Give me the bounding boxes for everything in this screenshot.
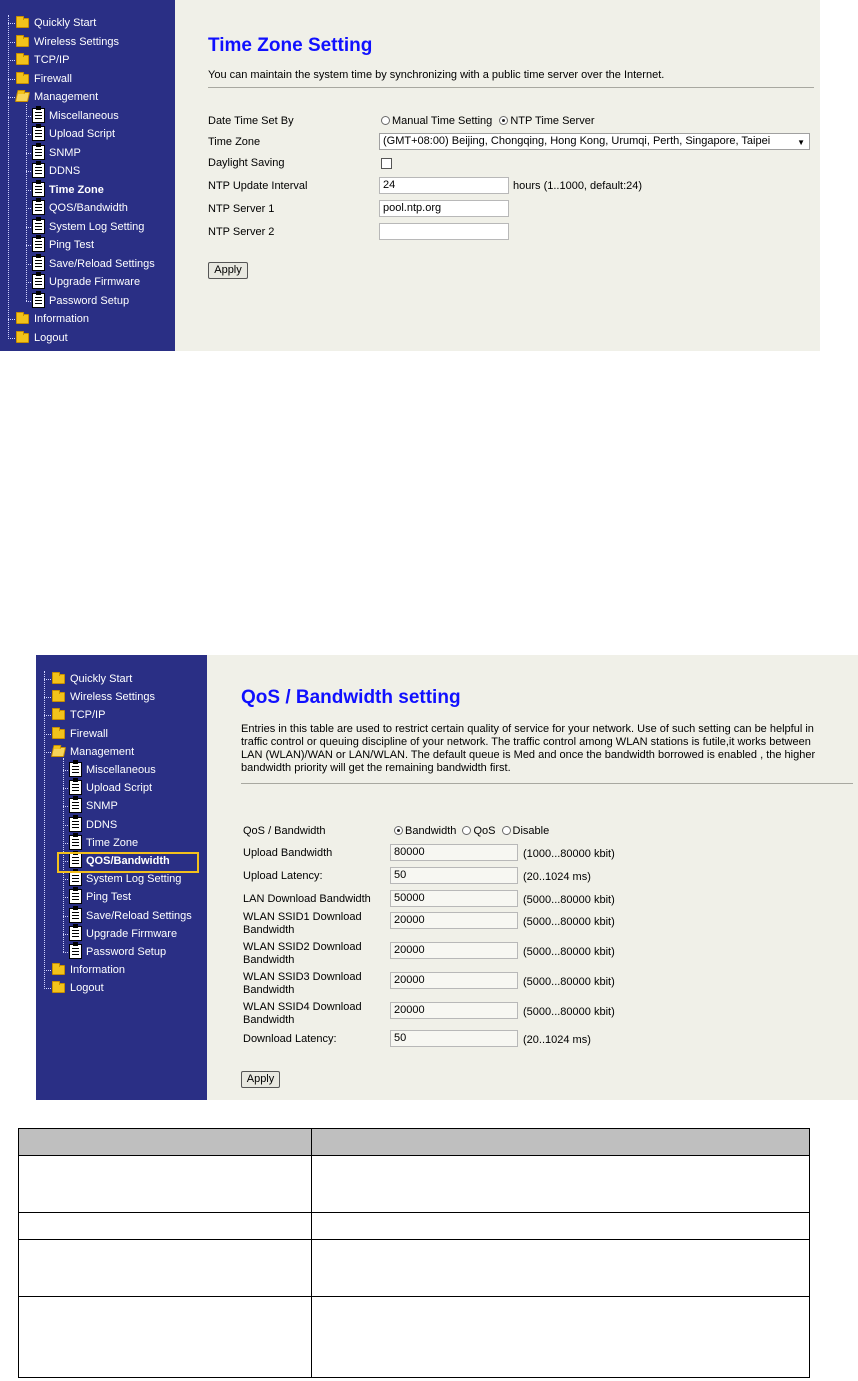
- sidebar-item-label: Save/Reload Settings: [49, 257, 155, 270]
- sidebar-item-label: Time Zone: [86, 836, 139, 849]
- folder-icon: [16, 18, 29, 28]
- page-icon: [69, 944, 82, 959]
- qos-field-hint: (5000...80000 kbit): [523, 976, 615, 988]
- sidebar-item-label: Information: [34, 313, 90, 325]
- page-icon: [32, 274, 45, 289]
- mode-radio-group: [381, 115, 595, 128]
- sidebar-tree: [36, 655, 207, 1100]
- apply-button[interactable]: Apply: [208, 262, 248, 279]
- sidebar-item-label: Information: [70, 964, 126, 977]
- sidebar-item-label: Password Setup: [49, 294, 130, 307]
- qos-field-input[interactable]: 50: [390, 1030, 518, 1047]
- qos-field-input[interactable]: 50: [390, 867, 518, 884]
- sidebar-item-label: Upload Script: [49, 128, 116, 140]
- page-title: QoS / Bandwidth setting: [241, 687, 461, 708]
- time-zone-label: Time Zone: [208, 136, 261, 148]
- sidebar-item-label: System Log Setting: [49, 220, 145, 233]
- sidebar-item-label: Firewall: [34, 72, 72, 85]
- page-icon: [32, 219, 45, 234]
- sidebar-item-label: SNMP: [49, 146, 81, 159]
- page-icon: [32, 145, 45, 160]
- sidebar-item-label: QOS/Bandwidth: [86, 855, 170, 867]
- page-icon: [32, 293, 45, 308]
- chevron-down-icon: ▼: [797, 138, 805, 147]
- sidebar-item-upload-script[interactable]: [32, 125, 115, 143]
- qos-field-input[interactable]: 50000: [390, 890, 518, 907]
- sidebar-item-ping-test[interactable]: [69, 888, 131, 906]
- sidebar-item-label: Save/Reload Settings: [86, 909, 192, 922]
- qos-field-input[interactable]: 20000: [390, 912, 518, 929]
- sidebar-item-upload-script[interactable]: [69, 779, 152, 797]
- page-icon: [32, 237, 45, 252]
- folder-icon: [51, 747, 66, 757]
- sidebar-item-password-setup[interactable]: [32, 292, 129, 310]
- sidebar-item-miscellaneous[interactable]: [32, 107, 119, 125]
- page-icon: [69, 871, 82, 886]
- qos-field-label: Upload Bandwidth: [243, 847, 333, 859]
- sidebar-item-system-log-setting[interactable]: [32, 218, 144, 236]
- sidebar-item-label: Password Setup: [86, 946, 167, 958]
- set-by-label: Date Time Set By: [208, 115, 294, 127]
- sidebar-item-upgrade-firmware[interactable]: [69, 925, 177, 943]
- sidebar-item-label: Firewall: [70, 727, 108, 740]
- page-icon: [32, 108, 45, 123]
- sidebar-item-label: TCP/IP: [70, 709, 106, 722]
- folder-icon: [16, 74, 29, 84]
- page-icon: [32, 126, 45, 141]
- qos-field-label: Download Latency:: [243, 1033, 337, 1045]
- qos-field-label: LAN Download Bandwidth: [243, 893, 371, 905]
- page-icon: [32, 163, 45, 178]
- divider: [241, 783, 853, 784]
- sidebar-item-quickly-start[interactable]: [52, 670, 132, 688]
- sidebar-item-label: Management: [70, 745, 135, 758]
- qos-field-input[interactable]: 20000: [390, 972, 518, 989]
- sidebar-item-firewall[interactable]: [16, 70, 72, 88]
- qos-field-label: WLAN SSID4 Download Bandwidth: [243, 1001, 362, 1026]
- timezone-screenshot: [0, 0, 820, 351]
- ntp-interval-input[interactable]: 24: [379, 177, 509, 194]
- table-row: [19, 1213, 810, 1240]
- sidebar-item-label: DDNS: [49, 165, 81, 177]
- table-row: [19, 1156, 810, 1213]
- sidebar-item-label: DDNS: [86, 818, 118, 831]
- folder-icon: [16, 314, 29, 324]
- sidebar-item-label: Miscellaneous: [86, 764, 156, 776]
- sidebar-item-label: Quickly Start: [34, 17, 97, 29]
- qos-field-label: WLAN SSID1 Download Bandwidth: [243, 911, 362, 936]
- sidebar-item-logout[interactable]: [52, 979, 104, 997]
- sidebar-item-password-setup[interactable]: [69, 943, 166, 961]
- sidebar-item-label: Time Zone: [49, 183, 104, 196]
- qos-radio[interactable]: QoS: [462, 825, 495, 837]
- page-icon: [69, 762, 82, 777]
- sidebar-item-snmp[interactable]: [69, 797, 118, 815]
- page-description: You can maintain the system time by synchronizing with a public time server over the Internet.: [208, 69, 665, 81]
- table-row: [19, 1297, 810, 1378]
- sidebar: [0, 0, 175, 351]
- sidebar-item-ddns[interactable]: [69, 816, 117, 834]
- sidebar-item-label: Upload Script: [86, 782, 153, 795]
- sidebar-item-save-reload-settings[interactable]: [69, 907, 192, 925]
- apply-button[interactable]: Apply: [241, 1071, 280, 1088]
- table-row: [19, 1240, 810, 1297]
- ntp-server1-label: NTP Server 1: [208, 203, 275, 215]
- selected-item-highlight: [57, 852, 199, 873]
- sidebar-item-management[interactable]: [52, 743, 134, 761]
- table-header-cell: [19, 1129, 312, 1156]
- sidebar-item-save-reload-settings[interactable]: [32, 255, 155, 273]
- divider: [208, 87, 814, 88]
- qos-field-label: WLAN SSID2 Download Bandwidth: [243, 941, 362, 966]
- page-description: Entries in this table are used to restrict certain quality of service for your network. Use of such setting can be helpful in traffic control or queuing discipline of your network. The traffic control among WLAN stations is futile,it works between LAN (WLAN)/WAN or LAN/WLAN. The default queue is Med and once the bandwidth borrowed is enabled , the higher bandwidth priority will get the remaining bandwidth first.: [241, 723, 816, 774]
- sidebar-item-snmp[interactable]: [32, 144, 81, 162]
- daylight-saving-label: Daylight Saving: [208, 157, 285, 169]
- qos-field-label: Upload Latency:: [243, 870, 323, 882]
- sidebar-item-label: Ping Test: [49, 239, 95, 251]
- sidebar-item-label: Miscellaneous: [49, 109, 119, 122]
- page-title: Time Zone Setting: [208, 35, 373, 56]
- folder-icon: [52, 729, 65, 739]
- sidebar-item-upgrade-firmware[interactable]: [32, 273, 140, 291]
- qos-field-label: WLAN SSID3 Download Bandwidth: [243, 971, 362, 996]
- qos-field-hint: (1000...80000 kbit): [523, 848, 615, 860]
- page-icon: [69, 889, 82, 904]
- timezone-content: [175, 0, 820, 351]
- folder-icon: [15, 92, 30, 102]
- sidebar-item-tcp-ip[interactable]: [16, 51, 69, 69]
- sidebar-item-label: Upgrade Firmware: [86, 927, 178, 940]
- qos-field-input[interactable]: 20000: [390, 942, 518, 959]
- table-header-row: [19, 1129, 810, 1156]
- folder-icon: [16, 55, 29, 65]
- page-icon: [69, 798, 82, 813]
- qos-field-hint: (20..1024 ms): [523, 1034, 591, 1046]
- ntp-interval-hint: hours (1..1000, default:24): [513, 180, 643, 192]
- qos-field-input[interactable]: 20000: [390, 1002, 518, 1019]
- sidebar-item-qos-bandwidth[interactable]: [32, 199, 128, 217]
- folder-icon: [52, 983, 65, 993]
- sidebar-item-miscellaneous[interactable]: [69, 761, 156, 779]
- qos-field-hint: (5000...80000 kbit): [523, 1006, 615, 1018]
- bandwidth-radio[interactable]: Bandwidth: [394, 825, 456, 837]
- sidebar-item-quickly-start[interactable]: [16, 14, 96, 32]
- sidebar-item-label: QOS/Bandwidth: [49, 202, 128, 214]
- sidebar-item-wireless-settings[interactable]: [16, 33, 119, 51]
- sidebar-item-label: TCP/IP: [34, 54, 70, 66]
- folder-icon: [52, 692, 65, 702]
- qos-field-hint: (5000...80000 kbit): [523, 916, 615, 928]
- qos-mode-radio-group: [394, 825, 549, 838]
- folder-icon: [52, 710, 65, 720]
- disable-radio[interactable]: Disable: [502, 825, 550, 837]
- qos-mode-label: QoS / Bandwidth: [243, 825, 326, 837]
- parameter-table: [18, 1128, 810, 1378]
- ntp-server1-input[interactable]: pool.ntp.org: [379, 200, 509, 217]
- sidebar-item-firewall[interactable]: [52, 725, 108, 743]
- qos-screenshot: [36, 655, 858, 1100]
- folder-icon: [16, 333, 29, 343]
- qos-content: [207, 655, 858, 1100]
- sidebar-tree: [0, 0, 175, 351]
- page-icon: [69, 926, 82, 941]
- page-icon: [69, 780, 82, 795]
- time-zone-select[interactable]: (GMT+08:00) Beijing, Chongqing, Hong Kong, Urumqi, Perth, Singapore, Taipei ▼: [379, 133, 810, 150]
- sidebar-item-label: System Log Setting: [86, 873, 182, 886]
- sidebar-item-information[interactable]: [52, 961, 125, 979]
- page-icon: [32, 200, 45, 215]
- sidebar-item-label: Wireless Settings: [70, 691, 155, 704]
- page-icon: [69, 835, 82, 850]
- folder-icon: [52, 674, 65, 684]
- ntp-server2-label: NTP Server 2: [208, 226, 275, 238]
- manual-time-radio[interactable]: Manual Time Setting: [381, 115, 492, 127]
- qos-field-hint: (5000...80000 kbit): [523, 894, 615, 906]
- qos-field-input[interactable]: 80000: [390, 844, 518, 861]
- sidebar-item-tcp-ip[interactable]: [52, 706, 105, 724]
- page-icon: [69, 817, 82, 832]
- sidebar-item-ping-test[interactable]: [32, 236, 94, 254]
- folder-icon: [16, 37, 29, 47]
- page-icon: [32, 256, 45, 271]
- sidebar-item-label: SNMP: [86, 800, 118, 813]
- sidebar-item-management[interactable]: [16, 88, 98, 106]
- ntp-interval-label: NTP Update Interval: [208, 180, 308, 192]
- sidebar-item-label: Logout: [34, 331, 68, 344]
- table-header-cell: [312, 1129, 810, 1156]
- sidebar-item-logout[interactable]: [16, 329, 68, 347]
- page-icon: [69, 908, 82, 923]
- sidebar-item-label: Wireless Settings: [34, 35, 119, 48]
- ntp-server2-input[interactable]: [379, 223, 509, 240]
- sidebar-item-ddns[interactable]: [32, 162, 80, 180]
- folder-icon: [52, 965, 65, 975]
- sidebar-item-label: Upgrade Firmware: [49, 276, 141, 288]
- sidebar-item-label: Logout: [70, 982, 104, 995]
- sidebar-item-label: Quickly Start: [70, 673, 133, 685]
- sidebar-item-wireless-settings[interactable]: [52, 688, 155, 706]
- page-icon: [32, 182, 45, 197]
- sidebar-item-time-zone[interactable]: [69, 834, 138, 852]
- sidebar-item-label: Ping Test: [86, 891, 132, 904]
- sidebar-item-label: Management: [34, 91, 99, 103]
- qos-field-hint: (20..1024 ms): [523, 871, 591, 883]
- daylight-saving-checkbox[interactable]: [381, 158, 392, 169]
- sidebar-item-time-zone[interactable]: [32, 181, 104, 199]
- sidebar: [36, 655, 207, 1100]
- qos-field-hint: (5000...80000 kbit): [523, 946, 615, 958]
- sidebar-item-information[interactable]: [16, 310, 89, 328]
- ntp-time-radio[interactable]: NTP Time Server: [499, 115, 594, 127]
